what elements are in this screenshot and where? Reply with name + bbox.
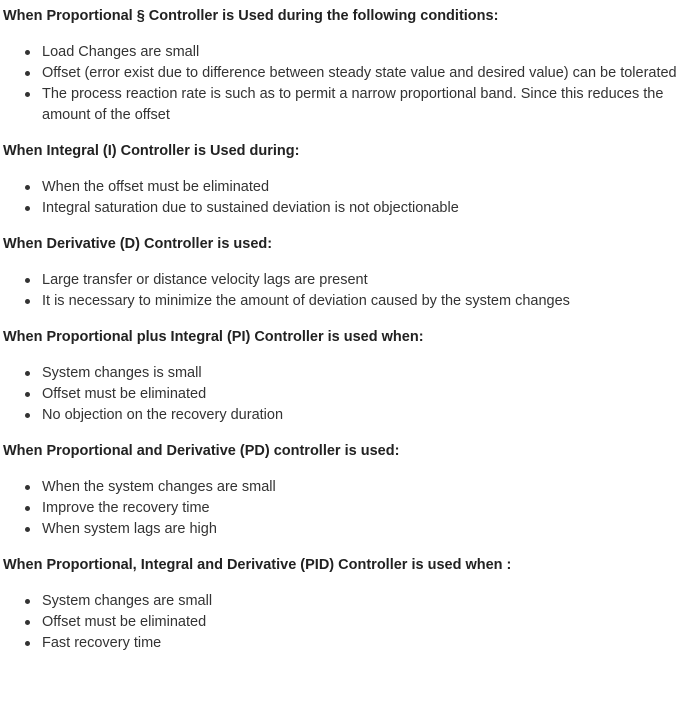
section-derivative bbox=[0, 219, 696, 312]
section-heading: When Proportional and Derivative (PD) controller is used: bbox=[3, 443, 400, 459]
list-item bbox=[0, 633, 696, 654]
bullet-icon bbox=[25, 50, 30, 55]
list-item bbox=[0, 405, 696, 426]
bullet-list bbox=[0, 270, 696, 312]
list-item-text: When system lags are high bbox=[42, 521, 217, 537]
section-heading: When Proportional plus Integral (PI) Controller is used when: bbox=[3, 329, 424, 345]
section-heading: When Proportional § Controller is Used during the following conditions: bbox=[3, 8, 499, 24]
list-item bbox=[0, 384, 696, 405]
list-item-text: No objection on the recovery duration bbox=[42, 407, 284, 423]
list-item-text: The process reaction rate is such as to permit a narrow proportional band. Since this reduces the amount of the offset bbox=[42, 86, 664, 123]
list-item-text: When the offset must be eliminated bbox=[42, 179, 270, 195]
list-item-text: Offset must be eliminated bbox=[42, 386, 207, 402]
list-item-text: It is necessary to minimize the amount of deviation caused by the system changes bbox=[42, 293, 570, 309]
bullet-list bbox=[0, 591, 696, 654]
list-item bbox=[0, 198, 696, 219]
list-item bbox=[0, 84, 696, 126]
list-item bbox=[0, 363, 696, 384]
bullet-list bbox=[0, 477, 696, 540]
bullet-icon bbox=[25, 413, 30, 418]
bullet-icon bbox=[25, 278, 30, 283]
section-heading: When Integral (I) Controller is Used during: bbox=[3, 143, 300, 159]
bullet-icon bbox=[25, 185, 30, 190]
list-item-text: Improve the recovery time bbox=[42, 500, 210, 516]
bullet-icon bbox=[25, 620, 30, 625]
bullet-list bbox=[0, 177, 696, 219]
bullet-icon bbox=[25, 527, 30, 532]
bullet-icon bbox=[25, 485, 30, 490]
list-item bbox=[0, 270, 696, 291]
section-heading: When Proportional, Integral and Derivative (PID) Controller is used when : bbox=[3, 557, 512, 573]
bullet-icon bbox=[25, 371, 30, 376]
bullet-icon bbox=[25, 641, 30, 646]
list-item-text: Large transfer or distance velocity lags are present bbox=[42, 272, 368, 288]
list-item bbox=[0, 498, 696, 519]
list-item bbox=[0, 42, 696, 63]
list-item bbox=[0, 63, 696, 84]
bullet-icon bbox=[25, 92, 30, 97]
list-item bbox=[0, 612, 696, 633]
section-integral bbox=[0, 126, 696, 219]
list-item bbox=[0, 519, 696, 540]
list-item-text: Load Changes are small bbox=[42, 44, 200, 60]
list-item-text: Offset (error exist due to difference between steady state value and desired value) can be tolerated bbox=[42, 65, 677, 81]
list-item-text: Integral saturation due to sustained deviation is not objectionable bbox=[42, 200, 459, 216]
bullet-icon bbox=[25, 299, 30, 304]
bullet-list bbox=[0, 42, 696, 126]
section-proportional bbox=[0, 0, 696, 126]
bullet-icon bbox=[25, 392, 30, 397]
bullet-icon bbox=[25, 506, 30, 511]
section-pid bbox=[0, 540, 696, 654]
bullet-icon bbox=[25, 71, 30, 76]
list-item bbox=[0, 591, 696, 612]
bullet-icon bbox=[25, 599, 30, 604]
list-item-text: Offset must be eliminated bbox=[42, 614, 207, 630]
list-item-text: System changes is small bbox=[42, 365, 202, 381]
bullet-icon bbox=[25, 206, 30, 211]
list-item-text: Fast recovery time bbox=[42, 635, 162, 651]
section-heading: When Derivative (D) Controller is used: bbox=[3, 236, 273, 252]
list-item bbox=[0, 477, 696, 498]
list-item bbox=[0, 177, 696, 198]
list-item bbox=[0, 291, 696, 312]
list-item-text: System changes are small bbox=[42, 593, 213, 609]
list-item-text: When the system changes are small bbox=[42, 479, 276, 495]
section-pi bbox=[0, 312, 696, 426]
section-pd bbox=[0, 426, 696, 540]
bullet-list bbox=[0, 363, 696, 426]
